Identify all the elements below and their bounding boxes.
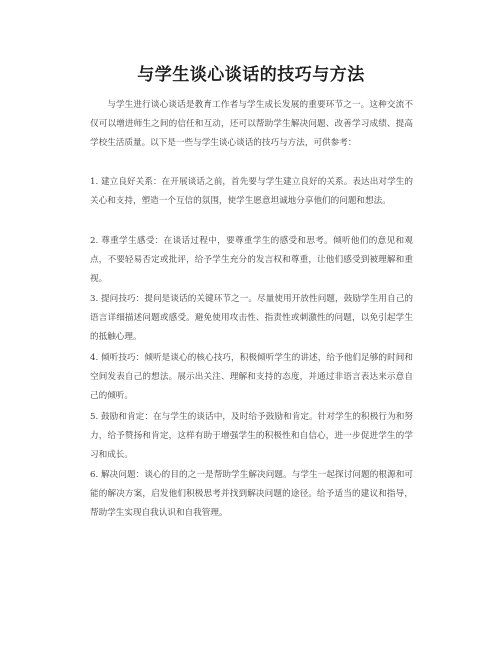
list-item: 4. 倾听技巧：倾听是谈心的核心技巧，积极倾听学生的讲述，给予他们足够的时间和空间发表自己的想法。展示出关注、理解和支持的态度，并通过非语言表达来示意自己的倾听。 [90, 353, 413, 401]
document-title: 与学生谈心谈话的技巧与方法 [137, 65, 365, 85]
list-item: 5. 鼓励和肯定：在与学生的谈话中，及时给予鼓励和肯定。针对学生的积极行为和努力，给予赞扬和肯定，这样有助于增强学生的积极性和自信心，进一步促进学生的学习和成长。 [90, 412, 413, 460]
intro-paragraph: 与学生进行谈心谈话是教育工作者与学生成长发展的重要环节之一。这种交流不仅可以增进师生之间的信任和互动，还可以帮助学生解决问题、改善学习成绩、提高学校生活质量。以下是一些与学生谈心谈话的技巧与方法，可供参考： [90, 100, 413, 148]
list-item: 2. 尊重学生感受：在谈话过程中，要尊重学生的感受和思考。倾听他们的意见和观点，不要轻易否定或批评，给予学生充分的发言权和尊重，让他们感受到被理解和重视。 [90, 236, 413, 284]
list-item: 1. 建立良好关系：在开展谈话之前，首先要与学生建立良好的关系。表达出对学生的关心和支持，塑造一个互信的氛围，使学生愿意坦诚地分享他们的问题和想法。 [90, 177, 413, 206]
list-item: 6. 解决问题：谈心的目的之一是帮助学生解决问题。与学生一起探讨问题的根源和可能的解决方案，启发他们积极思考并找到解决问题的途径。给予适当的建议和指导，帮助学生实现自我认识和自我管理。 [90, 470, 413, 518]
list-item: 3. 提问技巧：提问是谈话的关键环节之一。尽量使用开放性问题，鼓励学生用自己的语言详细描述问题或感受。避免使用攻击性、指责性或刺激性的问题，以免引起学生的抵触心理。 [90, 294, 413, 342]
